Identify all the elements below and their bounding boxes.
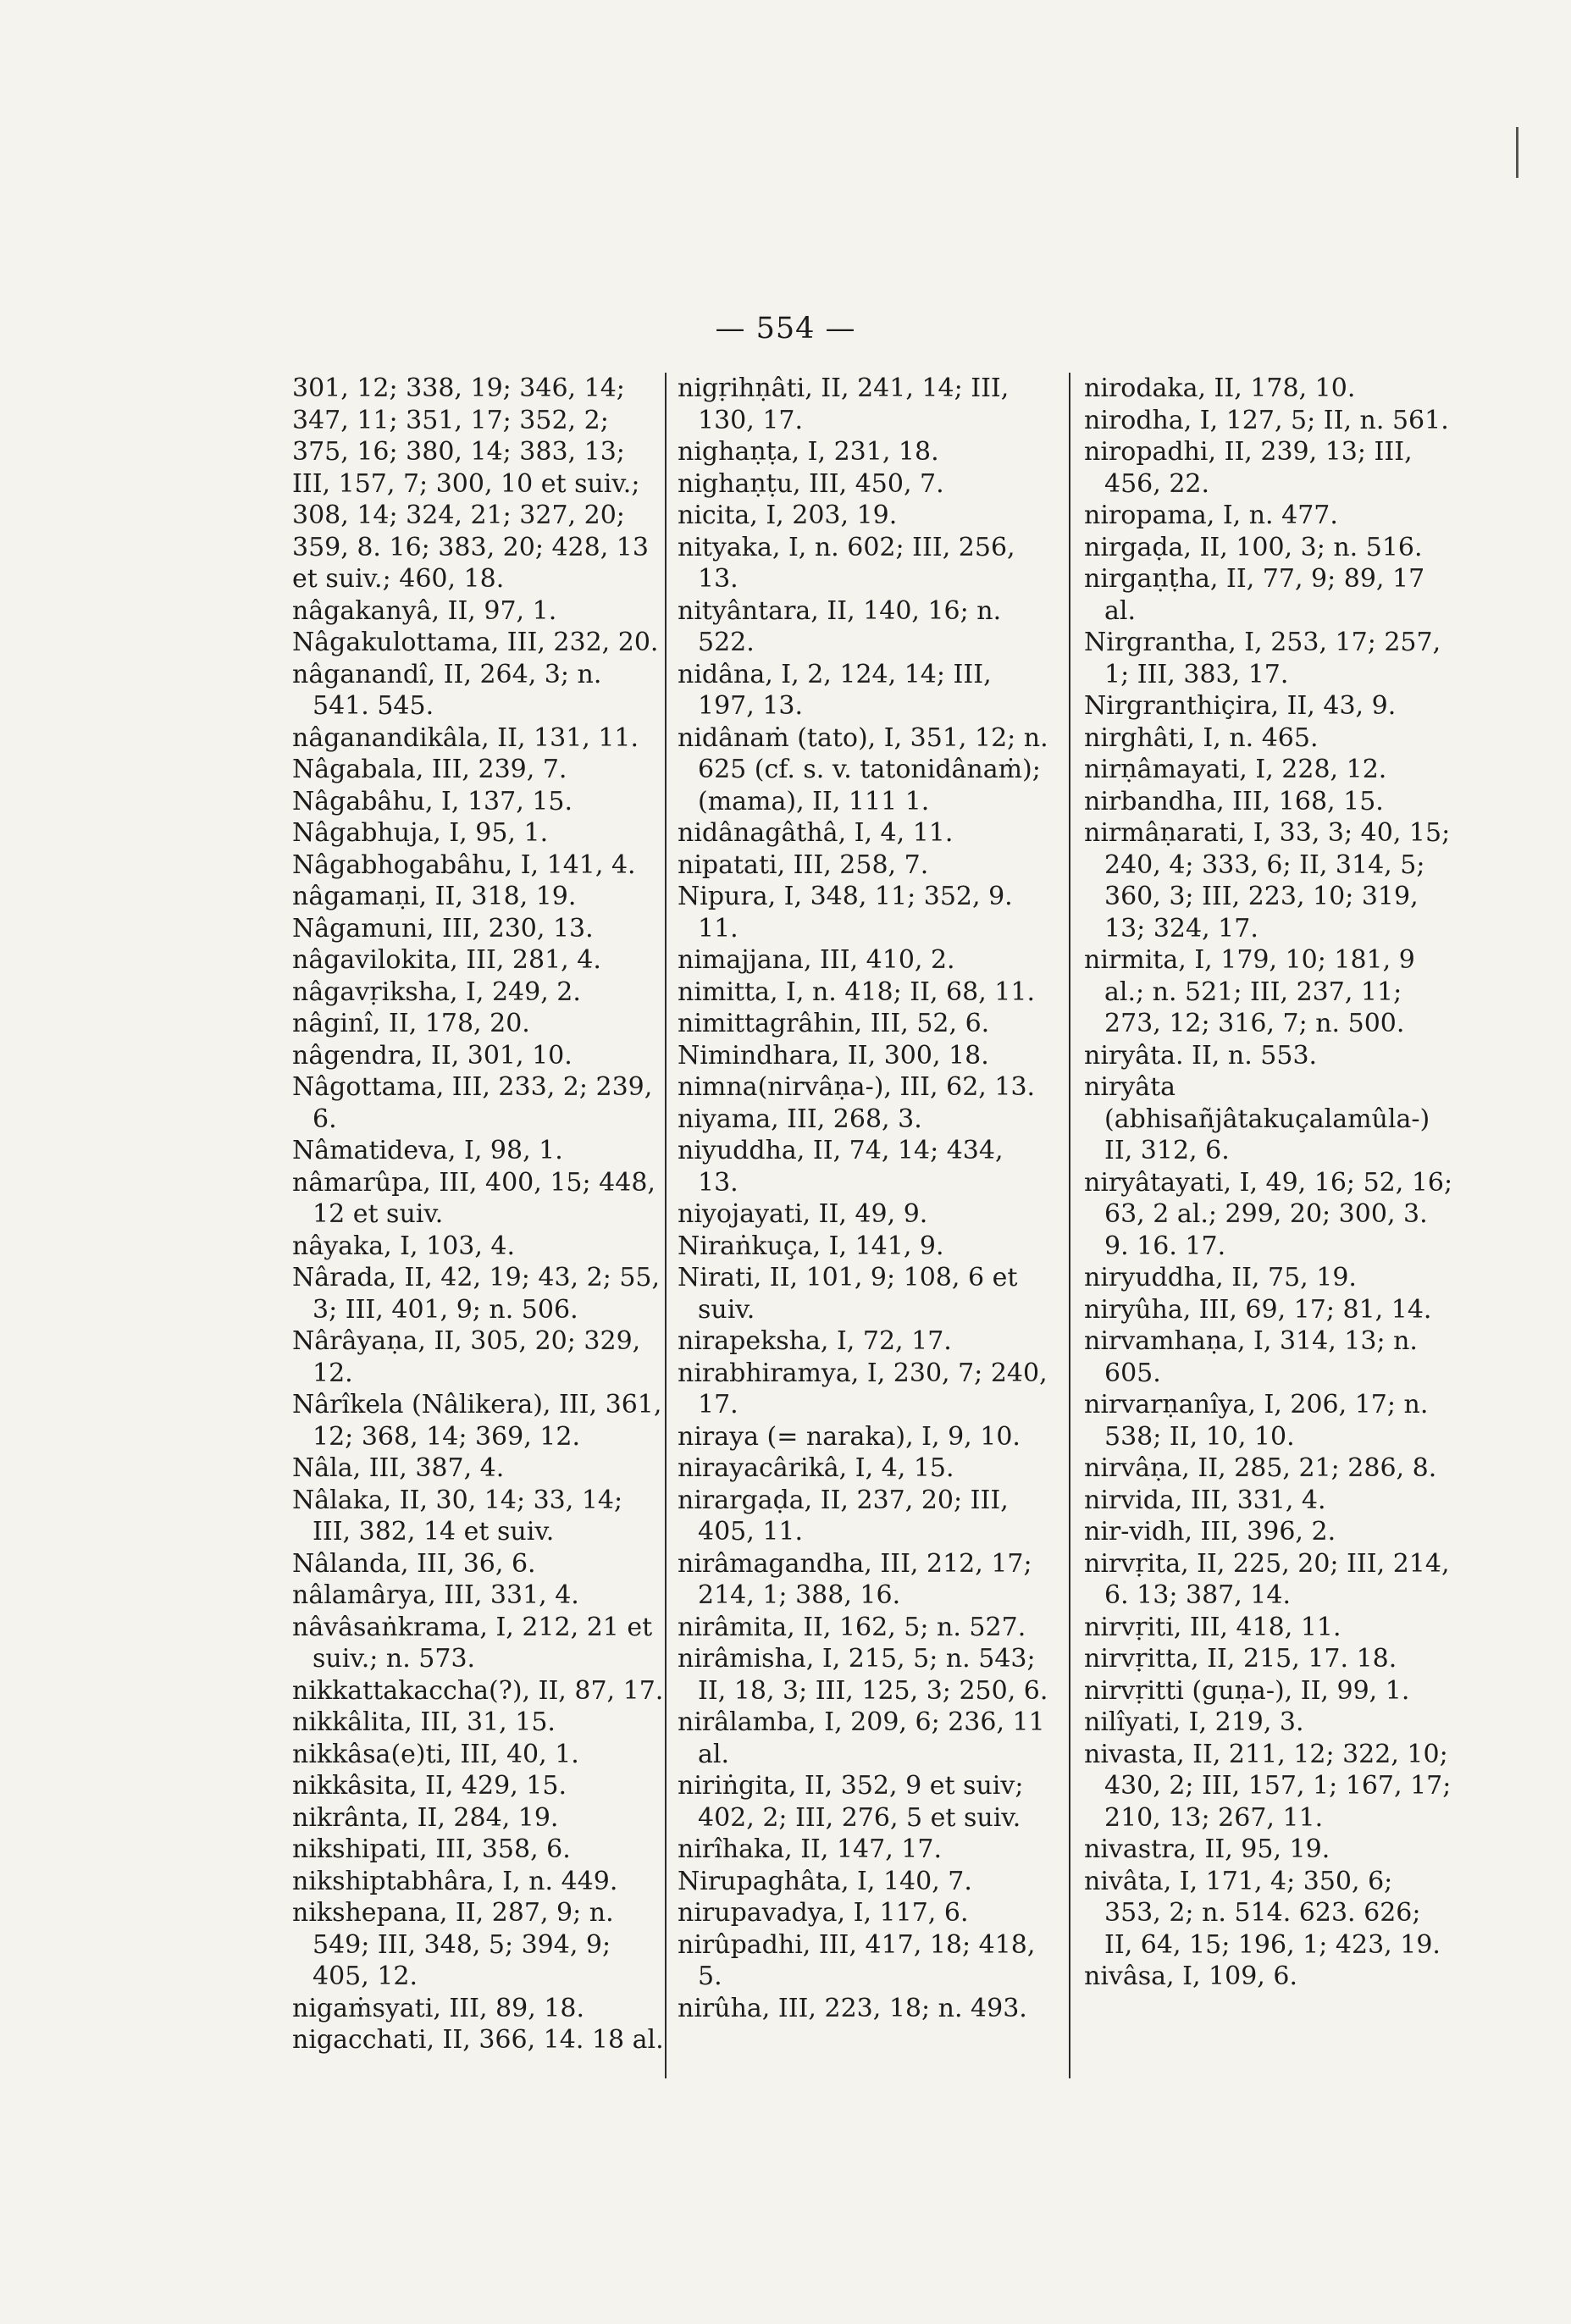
index-entry: nâyaka, I, 103, 4.: [292, 1231, 516, 1261]
index-entry: nirvṛitta, II, 215, 17. 18.: [1084, 1644, 1397, 1674]
index-entry: Nârada, II, 42, 19; 43, 2; 55, 3; III, 401, 9; n. 506.: [292, 1263, 661, 1325]
index-entry: nimajjana, III, 410, 2.: [678, 945, 955, 975]
index-entry: Nipura, I, 348, 11; 352, 9. 11.: [678, 882, 1013, 943]
index-entry: nivâsa, I, 109, 6.: [1084, 1962, 1297, 1991]
index-entry: niropadhi, II, 239, 13; III, 456, 22.: [1084, 437, 1413, 499]
index-entry: nirodha, I, 127, 5; II, n. 561.: [1084, 405, 1449, 435]
index-entry: niraya (= naraka), I, 9, 10.: [678, 1421, 1021, 1452]
index-entry: nikrânta, II, 284, 19.: [292, 1802, 559, 1833]
index-entry: niyama, III, 268, 3.: [678, 1104, 922, 1134]
index-entry: Nâgottama, III, 233, 2; 239, 6.: [292, 1072, 653, 1134]
index-entry: nityântara, II, 140, 16; n. 522.: [678, 595, 1002, 657]
index-entry: nighaṇṭa, I, 231, 18.: [678, 437, 939, 467]
index-entry: nirgaḍa, II, 100, 3; n. 516.: [1084, 532, 1423, 562]
index-entry: niryâta. II, n. 553.: [1084, 1040, 1318, 1071]
index-entry: nirodaka, II, 178, 10.: [1084, 374, 1356, 403]
index-entry: Nârâyaṇa, II, 305, 20; 329, 12.: [292, 1326, 641, 1388]
index-entry: nirvṛita, II, 225, 20; III, 214, 6. 13; 387, 14.: [1084, 1548, 1450, 1610]
index-entry: nivâta, I, 171, 4; 350, 6; 353, 2; n. 514. 623. 626; II, 64, 15; 196, 1; 423, 19.: [1084, 1866, 1441, 1960]
index-entry: nighaṇṭu, III, 450, 7.: [678, 468, 944, 499]
index-entry: Nâgabâhu, I, 137, 15.: [292, 786, 573, 816]
index-entry: Niraṅkuça, I, 141, 9.: [678, 1231, 944, 1261]
index-entry: nikkâsita, II, 429, 15.: [292, 1771, 567, 1801]
index-entry: niryâta (abhisañjâtakuçalamûla-) II, 312, 6.: [1084, 1072, 1430, 1165]
index-entry: nimna(nirvâṇa-), III, 62, 13.: [678, 1072, 1036, 1102]
index-entry: nityaka, I, n. 602; III, 256, 13.: [678, 532, 1015, 594]
index-entry: Nâlaka, II, 30, 14; 33, 14; III, 382, 14 et suiv.: [292, 1485, 623, 1547]
index-entry: niropama, I, n. 477.: [1084, 501, 1338, 530]
index-column-2: [678, 373, 1050, 2024]
index-entry: nirabhiramya, I, 230, 7; 240, 17.: [678, 1358, 1048, 1419]
index-entry: Nârîkela (Nâlikera), III, 361, 12; 368, 14; 369, 12.: [292, 1390, 662, 1452]
index-entry: nâmarûpa, III, 400, 15; 448, 12 et suiv.: [292, 1167, 656, 1229]
index-entry: nir-vidh, III, 396, 2.: [1084, 1517, 1336, 1547]
index-entry: Nâgakulottama, III, 232, 20.: [292, 628, 659, 657]
page-number: — 554 —: [715, 312, 856, 346]
corner-mark: [1516, 127, 1518, 178]
column-rule-2: [1069, 373, 1070, 2078]
index-entry: Nâgabhuja, I, 95, 1.: [292, 818, 549, 848]
index-entry: nirmâṇarati, I, 33, 3; 40, 15; 240, 4; 333, 6; II, 314, 5; 360, 3; III, 223, 10; 319, 13; 324, 17.: [1084, 818, 1451, 943]
index-entry: nâgamaṇi, II, 318, 19.: [292, 882, 577, 911]
index-entry: nidânaṁ (tato), I, 351, 12; n. 625 (cf. s. v. tatonidânaṁ); (mama), II, 111 1.: [678, 722, 1048, 816]
index-entry: Nâgabala, III, 239, 7.: [292, 755, 567, 784]
index-entry: niyojayati, II, 49, 9.: [678, 1199, 928, 1229]
index-entry: nikkattakaccha(?), II, 87, 17.: [292, 1675, 664, 1706]
index-entry: nirayacârikâ, I, 4, 15.: [678, 1453, 954, 1483]
index-entry: nirmita, I, 179, 10; 181, 9 al.; n. 521; III, 237, 11; 273, 12; 316, 7; n. 500.: [1084, 945, 1415, 1038]
index-entry: nimitta, I, n. 418; II, 68, 11.: [678, 977, 1035, 1007]
index-entry: nirûpadhi, III, 417, 18; 418, 5.: [678, 1929, 1036, 1991]
index-entry: nâvâsaṅkrama, I, 212, 21 et suiv.; n. 573.: [292, 1612, 653, 1674]
index-entry: nikshepana, II, 287, 9; n. 549; III, 348, 5; 394, 9; 405, 12.: [292, 1898, 614, 1991]
index-entry: Nâlanda, III, 36, 6.: [292, 1548, 536, 1579]
index-entry: nirâmisha, I, 215, 5; n. 543; II, 18, 3; III, 125, 3; 250, 6.: [678, 1644, 1048, 1706]
index-entry: nâginî, II, 178, 20.: [292, 1009, 530, 1038]
index-entry: nirâmita, II, 162, 5; n. 527.: [678, 1612, 1026, 1642]
index-entry: Nâmatideva, I, 98, 1.: [292, 1136, 563, 1165]
index-entry: nikshipati, III, 358, 6.: [292, 1834, 571, 1864]
index-entry: Nâla, III, 387, 4.: [292, 1453, 505, 1483]
index-entry: nirbandha, III, 168, 15.: [1084, 786, 1384, 816]
index-entry: nigacchati, II, 366, 14. 18 al.: [292, 2025, 664, 2055]
index-entry: nirîhaka, II, 147, 17.: [678, 1834, 943, 1864]
index-entry: niyuddha, II, 74, 14; 434, 13.: [678, 1136, 1004, 1198]
index-entry: nâgavilokita, III, 281, 4.: [292, 945, 601, 975]
index-entry: nivasta, II, 211, 12; 322, 10; 430, 2; III, 157, 1; 167, 17; 210, 13; 267, 11.: [1084, 1739, 1452, 1833]
index-entry: nilîyati, I, 219, 3.: [1084, 1707, 1304, 1737]
index-entry: nirvamhaṇa, I, 314, 13; n. 605.: [1084, 1326, 1418, 1388]
index-entry: nirapeksha, I, 72, 17.: [678, 1326, 952, 1356]
index-entry: Nâgabhogabâhu, I, 141, 4.: [292, 849, 636, 880]
index-entry: nimittagrâhin, III, 52, 6.: [678, 1009, 990, 1038]
index-entry: nirvṛiti, III, 418, 11.: [1084, 1612, 1341, 1642]
index-entry: nâganandî, II, 264, 3; n. 541. 545.: [292, 659, 602, 721]
index-entry: nâgavṛiksha, I, 249, 2.: [292, 977, 581, 1007]
index-entry: nidâna, I, 2, 124, 14; III, 197, 13.: [678, 659, 992, 721]
index-entry: nikkâlita, III, 31, 15.: [292, 1707, 556, 1737]
index-entry: niryûha, III, 69, 17; 81, 14.: [1084, 1294, 1432, 1325]
index-entry: nirâmagandha, III, 212, 17; 214, 1; 388, 16.: [678, 1548, 1032, 1610]
index-entry: nikshiptabhâra, I, n. 449.: [292, 1866, 618, 1896]
index-entry: Nirgrantha, I, 253, 17; 257, 1; III, 383, 17.: [1084, 628, 1441, 689]
index-column-1: [292, 373, 665, 2056]
index-entry: nirvṛitti (guṇa-), II, 99, 1.: [1084, 1675, 1410, 1706]
index-entry: nirghâti, I, n. 465.: [1084, 722, 1319, 753]
index-entry: nâgendra, II, 301, 10.: [292, 1040, 573, 1071]
index-entry: Nirgranthiçira, II, 43, 9.: [1084, 691, 1397, 721]
index-column-3: [1084, 373, 1457, 1993]
index-entry: nirvida, III, 331, 4.: [1084, 1485, 1326, 1515]
index-entry: nirargaḍa, II, 237, 20; III, 405, 11.: [678, 1485, 1009, 1547]
index-entry: nirgaṇṭha, II, 77, 9; 89, 17 al.: [1084, 564, 1425, 626]
index-entry: nikkâsa(e)ti, III, 40, 1.: [292, 1739, 579, 1769]
index-entry: niryâtayati, I, 49, 16; 52, 16; 63, 2 al.; 299, 20; 300, 3. 9. 16. 17.: [1084, 1167, 1453, 1261]
index-entry: nirvâṇa, II, 285, 21; 286, 8.: [1084, 1453, 1437, 1483]
index-entry: nâgakanyâ, II, 97, 1.: [292, 595, 557, 626]
index-entry: Nirati, II, 101, 9; 108, 6 et suiv.: [678, 1263, 1018, 1325]
index-entry: niriṅgita, II, 352, 9 et suiv; 402, 2; III, 276, 5 et suiv.: [678, 1771, 1024, 1833]
index-entry: 301, 12; 338, 19; 346, 14; 347, 11; 351, 17; 352, 2; 375, 16; 380, 14; 383, 13; III, 157, 7; 300, 10 et suiv.; 308, 14; 324, 21; 327, 20; 359, 8. 16; 383, 20; 428, 13 et suiv.; 460, 18.: [292, 374, 649, 594]
index-entry: nâlamârya, III, 331, 4.: [292, 1580, 579, 1610]
index-entry: nigṛihṇâti, II, 241, 14; III, 130, 17.: [678, 374, 1010, 435]
index-entry: nivastra, II, 95, 19.: [1084, 1834, 1330, 1864]
index-entry: Nimindhara, II, 300, 18.: [678, 1040, 989, 1071]
index-entry: nipatati, III, 258, 7.: [678, 849, 929, 880]
index-entry: nirupavadya, I, 117, 6.: [678, 1898, 969, 1928]
column-rule-1: [665, 373, 667, 2078]
index-entry: nidânagâthâ, I, 4, 11.: [678, 818, 954, 848]
index-entry: nicita, I, 203, 19.: [678, 501, 898, 530]
index-entry: nirâlamba, I, 209, 6; 236, 11 al.: [678, 1707, 1045, 1769]
index-entry: nigaṁsyati, III, 89, 18.: [292, 1993, 584, 2023]
index-entry: nâganandikâla, II, 131, 11.: [292, 722, 639, 753]
index-entry: nirvarṇanîya, I, 206, 17; n. 538; II, 10, 10.: [1084, 1390, 1429, 1452]
index-entry: Nâgamuni, III, 230, 13.: [292, 913, 594, 943]
index-entry: nirûha, III, 223, 18; n. 493.: [678, 1993, 1027, 2023]
index-entry: nirṇâmayati, I, 228, 12.: [1084, 755, 1387, 784]
index-entry: niryuddha, II, 75, 19.: [1084, 1263, 1357, 1292]
index-entry: Nirupaghâta, I, 140, 7.: [678, 1866, 972, 1896]
